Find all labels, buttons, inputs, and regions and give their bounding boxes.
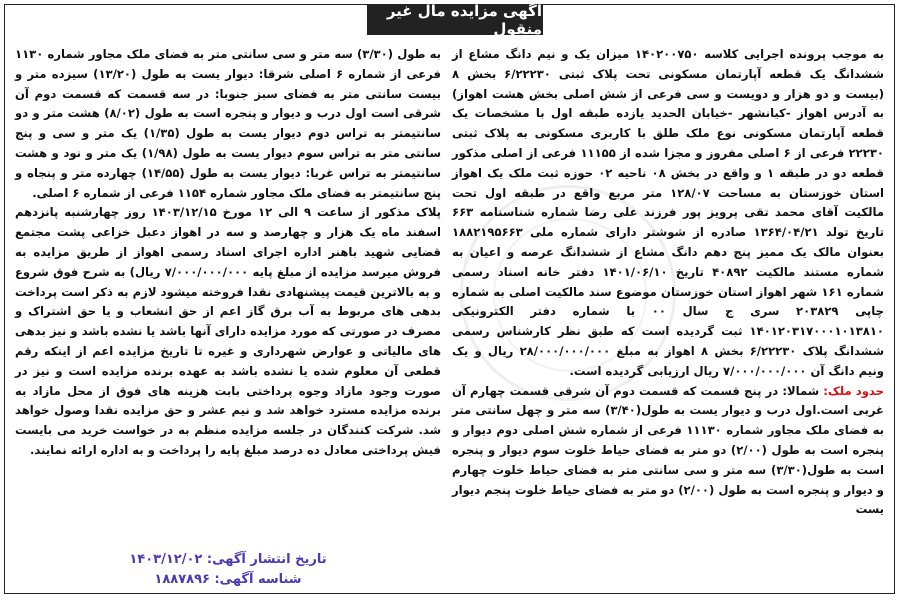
boundaries-text: شمالا: در پنج قسمت که قسمت دوم آن شرقی قسمت چهارم آن غربی است.اول درب و دیوار یست به طول(۳/۴۰) سه متر و چهل سانتی متر به فضای ملک مجاور شماره ۱۱۱۳۰ فرعی از شماره شش اصلی دوم دیوار و پنجره است به طول (۲/۰۰) دو متر به فضای حیاط خلوت سوم دیوار و پنجره است به طول(۳/۳۰) سه متر و سی سانتی متر به فضای حیاط خلوت چهارم و دیوار و پنجره است به طول (۲/۰۰) دو متر به فضای حیاط خلوت پنجم دیوار یست xyxy=(452,383,885,517)
left-paragraph-auction: پلاک مذکور از ساعت ۹ الی ۱۲ مورخ ۱۴۰۳/۱۲/۱۵ روز چهارشنبه پانزدهم اسفند ماه یک هزار و چهارصد و سه در اهواز دعبل خزاعی پشت مجتمع قضایی شهید باهنر اداره اجرای اسناد رسمی اهواز از طریق مزایده به فروش میرسد مزایده از مبلغ پایه ۷/۰۰۰/۰۰۰/۰۰۰ ریال) به شرح فوق شروع و به بالاترین قیمت پیشنهادی نقدا فروخته میشود لازم به ذکر است پرداخت بدهی های مربوط به آب برق گاز اعم از حق انشعاب و یا حق اشتراک و مصرف در صورتی که مورد مزایده دارای آنها باشد یا نشده باشد و نیز بدهی های مالیاتی و عوارض شهرداری و غیره تا تاریخ مزایده اعم از اینکه رقم قطعی آن معلوم شده یا نشده باشد به عهده برنده مزایده است و نیز در صورت وجود مازاد وجوه پرداختی بابت هزینه های فوق از محل مازاد به برنده مزایده مسترد خواهد شد و نیم عشر و حق مزایده نقدا وصول خواهد شد. شرکت کنندگان در جلسه مزایده منظم به در خواست خرید می بایست فیش پرداختی معادل ده درصد مبلغ پایه را پرداخت و به اداره ارائه نمایند. xyxy=(15,205,441,457)
left-column xyxy=(15,45,441,461)
publish-date: تاریخ انتشار آگهی: ۱۴۰۳/۱۲/۰۲ xyxy=(129,552,327,567)
left-paragraph-boundaries-cont: به طول (۳/۳۰) سه متر و سی سانتی متر به فضای ملک مجاور شماره ۱۱۳۰ فرعی از شماره ۶ اصلی شرقا: دیوار یست به طول (۱۳/۲۰) سیزده متر و بیست سانتی متر به فضای سبز جنوبا: در سه قسمت که قسمت دوم آن شرقی است اول درب و دیوار و پنجره است به طول (۸/۰۲) هشت متر و دو سانتیمتر به تراس دوم دیوار یست به طول (۱/۳۵) یک متر و سی و پنج سانتی متر به تراس سوم دیوار یست به طول (۱/۹۸) یک متر و نود و هشت سانتیمتر به تراس غربا: دیوار یست به طول (۱۴/۵۵) چهارده متر و پنجاه و پنج سانتیمتر به فضای ملک مجاور شماره ۱۱۵۴ فرعی از شماره ۶ اصلی. xyxy=(15,47,441,200)
notice-title: آگهی مزایده مال غیر منقول xyxy=(386,2,542,38)
right-paragraph-boundaries xyxy=(452,382,884,521)
boundaries-label: حدود ملک: xyxy=(823,383,884,398)
ad-id: شناسه آگهی: ۱۸۸۷۸۹۶ xyxy=(154,572,302,587)
notice-title-box xyxy=(367,2,543,38)
notice-footer xyxy=(15,550,441,590)
notice-frame xyxy=(4,4,895,594)
right-column xyxy=(452,45,884,520)
right-paragraph-main: به موجب پرونده اجرایی کلاسه ۱۴۰۲۰۰۷۵۰ میزان یک و نیم دانگ مشاع از ششدانگ یک قطعه آپارتمان مسکونی تحت پلاک ثبتی ۶/۲۲۲۳۰ بخش ۸ (بیست و دو هزار و دویست و سی فرعی از شش اصلی بخش هشت اهواز) به آدرس اهواز -کیانشهر -خیابان الحدید یازده طبقه اول با مشخصات یک قطعه آپارتمان مسکونی نوع ملک طلق با کاربری مسکونی به پلاک ثبتی ۲۲۲۳۰ فرعی از ۶ اصلی مفروز و مجزا شده از ۱۱۱۵۵ فرعی از اصلی مذکور قطعه دو در طبقه ۱ و واقع در بخش ۰۸ ناحیه ۰۲ حوزه ثبت ملک یک اهواز استان خوزستان به مساحت ۱۲۸/۰۷ متر مربع واقع در طبقه اول تحت مالکیت آقای محمد تقی پرویز پور فرزند علی رضا شماره شناسنامه ۶۶۳ تاریخ تولد ۱۳۶۴/۰۴/۲۱ صادره از شوشتر دارای شماره ملی ۱۸۸۲۱۹۵۶۶۳ بعنوان مالک یک ممیز پنج دهم دانگ مشاع از ششدانگ عرصه و اعیان به شماره مستند مالکیت ۴۰۸۹۲ تاریخ ۱۴۰۱/۰۶/۱۰ دفتر خانه اسناد رسمی شماره ۱۶۱ شهر اهواز استان خوزستان موضوع سند مالکیت اصلی به شماره چاپی ۲۰۳۸۲۹ سری ج سال ۰۰ با شماره دفتر الکترونیکی ۱۴۰۱۲۰۳۱۷۰۰۰۱۰۱۳۸۱۰ ثبت گردیده است که طبق نظر کارشناس رسمی ششدانگ پلاک ۶/۲۲۲۳۰ بخش ۸ اهواز به مبلغ ۲۸/۰۰۰/۰۰۰/۰۰۰ ریال و یک ونیم دانگ آن ۷/۰۰۰/۰۰۰/۰۰۰ ریال ارزیابی گردیده است. xyxy=(452,47,884,378)
